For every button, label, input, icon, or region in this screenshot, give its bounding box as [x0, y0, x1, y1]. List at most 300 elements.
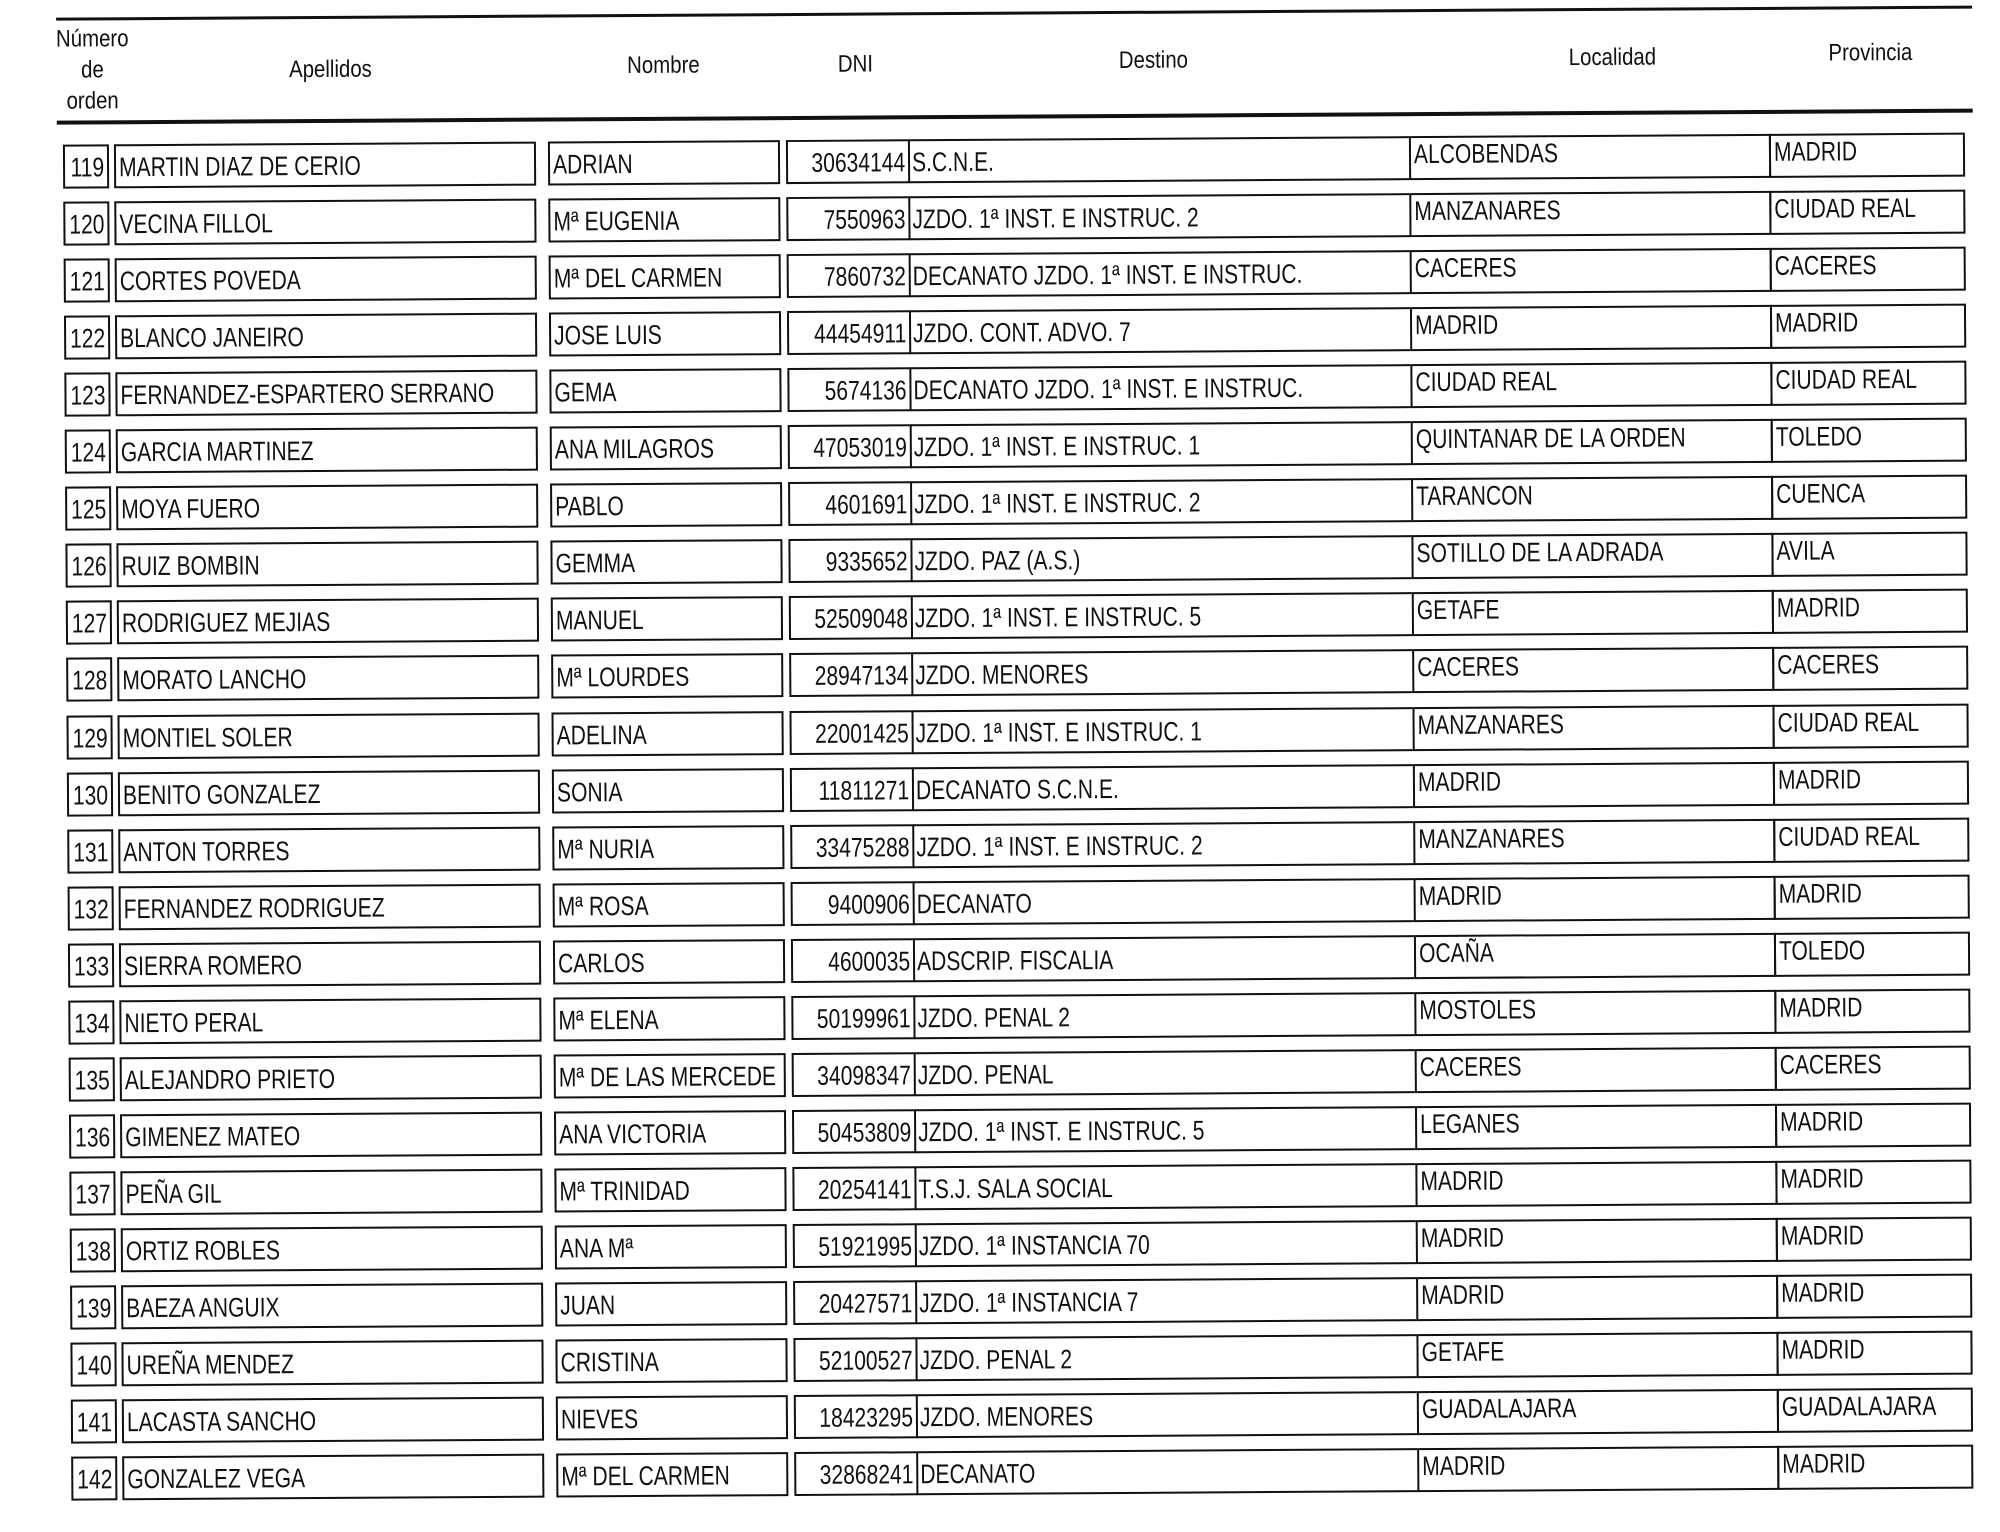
order-number-cell [65, 430, 111, 474]
apellidos-cell [115, 256, 537, 303]
table-row [2, 361, 2000, 418]
num-text: 135 [74, 1065, 110, 1096]
nombre-text: Mª EUGENIA [553, 205, 680, 237]
header-nombre: Nombre [627, 51, 700, 80]
destino-text: ADSCRIP. FISCALIA [916, 944, 1114, 976]
dni-text: 7860732 [823, 261, 906, 292]
dni-text: 4600035 [827, 945, 911, 977]
dni-cell [789, 596, 913, 641]
provincia-cell [1772, 646, 1968, 691]
table-row [7, 1159, 2000, 1216]
localidad-text: MADRID [1414, 309, 1499, 341]
provincia-text: MADRID [1774, 307, 1859, 338]
dni-text: 51921995 [818, 1231, 912, 1262]
localidad-text: MADRID [1422, 1450, 1506, 1482]
destino-text: JZDO. PAZ (A.S.) [914, 545, 1081, 577]
provincia-text: MADRID [1781, 1277, 1865, 1308]
num-text: 122 [69, 323, 106, 354]
localidad-cell [1412, 647, 1774, 693]
table-row [4, 703, 2000, 760]
nombre-text: NIEVES [560, 1404, 639, 1435]
dni-cell [793, 1280, 917, 1325]
apellidos-text: VECINA FILLOL [119, 208, 273, 240]
apellidos-text: PEÑA GIL [125, 1178, 222, 1210]
order-number-cell [68, 1000, 114, 1044]
localidad-text: OCAÑA [1418, 937, 1495, 968]
dni-text: 20427571 [818, 1288, 913, 1319]
destino-cell [912, 650, 1412, 697]
dni-cell [790, 824, 914, 869]
dni-cell [793, 1337, 917, 1382]
provincia-text: MADRID [1773, 136, 1858, 167]
provincia-text: CIUDAD REAL [1775, 364, 1918, 396]
destino-cell [911, 535, 1411, 582]
order-number-cell [69, 1114, 115, 1158]
provincia-text: CIUDAD REAL [1777, 706, 1920, 738]
header-numero-3: orden [66, 87, 119, 115]
destino-text: JZDO. MENORES [915, 659, 1089, 691]
localidad-cell [1410, 305, 1772, 351]
nombre-cell [550, 539, 782, 584]
destino-text: JZDO. PENAL 2 [919, 1344, 1073, 1376]
destino-cell [912, 593, 1412, 640]
table-row [6, 988, 2000, 1045]
provincia-cell [1777, 1445, 1973, 1490]
destino-text: JZDO. 1ª INST. E INSTRUC. 1 [913, 430, 1201, 463]
apellidos-cell [122, 1454, 544, 1501]
order-number-cell [64, 315, 110, 359]
provincia-cell [1773, 817, 1969, 862]
dni-text: 22001425 [814, 717, 909, 749]
destino-text: JZDO. 1ª INSTANCIA 7 [919, 1286, 1139, 1319]
dni-text: 32868241 [819, 1459, 914, 1491]
apellidos-text: ALEJANDRO PRIETO [124, 1063, 336, 1096]
destino-cell [916, 1220, 1416, 1267]
nombre-cell [555, 1224, 787, 1269]
nombre-cell [549, 311, 781, 356]
provincia-cell [1776, 1217, 1972, 1262]
provincia-cell [1775, 1045, 1971, 1090]
apellidos-cell [121, 1340, 543, 1387]
header-bottom-rule [57, 109, 1973, 125]
localidad-cell [1415, 1047, 1777, 1093]
localidad-cell [1416, 1275, 1778, 1321]
apellidos-text: BLANCO JANEIRO [120, 322, 304, 354]
apellidos-cell [120, 1111, 542, 1158]
header-numero-2: de [81, 56, 104, 84]
nombre-cell [556, 1395, 788, 1440]
provincia-text: CACERES [1777, 649, 1880, 681]
table-row [8, 1273, 2000, 1330]
localidad-cell [1413, 761, 1775, 807]
num-text: 138 [75, 1236, 111, 1267]
provincia-cell [1771, 418, 1967, 463]
nombre-text: Mª NURIA [557, 833, 655, 865]
destino-cell [909, 193, 1409, 240]
order-number-cell [64, 258, 110, 302]
nombre-cell [552, 825, 784, 870]
destino-text: JZDO. 1ª INST. E INSTRUC. 2 [914, 487, 1201, 520]
destino-cell [913, 821, 1413, 868]
apellidos-text: RODRIGUEZ MEJIAS [121, 607, 331, 639]
header-numero-1: Número [55, 25, 129, 53]
nombre-text: ANA Mª [559, 1232, 634, 1264]
provincia-text: CIUDAD REAL [1778, 820, 1920, 852]
localidad-cell [1417, 1389, 1779, 1435]
destino-text: JZDO. 1ª INSTANCIA 70 [918, 1229, 1150, 1262]
nombre-text: Mª DEL CARMEN [553, 262, 723, 294]
nombre-text: ANA MILAGROS [554, 433, 715, 465]
apellidos-text: MORATO LANCHO [122, 664, 307, 696]
localidad-cell [1411, 419, 1773, 465]
destino-cell [910, 250, 1410, 297]
localidad-cell [1410, 248, 1772, 294]
table-row [7, 1045, 2000, 1102]
localidad-text: CIUDAD REAL [1415, 366, 1558, 398]
dni-cell [794, 1451, 918, 1496]
dni-cell [792, 1052, 916, 1097]
localidad-cell [1409, 134, 1771, 180]
localidad-text: MADRID [1421, 1279, 1505, 1311]
num-text: 128 [72, 665, 108, 696]
apellidos-cell [120, 1169, 542, 1216]
num-text: 133 [73, 951, 110, 982]
destino-text: DECANATO JZDO. 1ª INST. E INSTRUC. [912, 258, 1303, 292]
dni-cell [789, 710, 913, 755]
nombre-cell [554, 1110, 786, 1155]
destino-text: JZDO. PENAL [917, 1059, 1054, 1091]
num-text: 142 [77, 1464, 113, 1495]
localidad-text: MANZANARES [1414, 195, 1561, 227]
destino-cell [916, 1334, 1416, 1381]
provincia-cell [1777, 1388, 1973, 1433]
order-number-cell [65, 544, 111, 588]
order-number-cell [63, 144, 109, 188]
dni-text: 50199961 [816, 1003, 911, 1034]
table-row [5, 760, 2000, 817]
dni-text: 47053019 [813, 432, 907, 464]
localidad-text: TARANCON [1416, 480, 1533, 512]
order-number-cell [66, 658, 112, 702]
destino-text: JZDO. CONT. ADVO. 7 [913, 317, 1131, 349]
dni-cell [791, 938, 915, 983]
dni-text: 20254141 [817, 1174, 912, 1205]
dni-text: 9400906 [827, 888, 910, 920]
order-number-cell [68, 886, 114, 930]
localidad-cell [1412, 590, 1774, 636]
table-row [8, 1330, 2000, 1387]
table-row [9, 1445, 2000, 1502]
localidad-text: SOTILLO DE LA ADRADA [1416, 536, 1664, 569]
nombre-cell [551, 711, 783, 756]
localidad-cell [1416, 1218, 1778, 1264]
provincia-text: CACERES [1779, 1048, 1882, 1080]
localidad-cell [1410, 362, 1772, 408]
apellidos-cell [117, 712, 539, 759]
apellidos-cell [115, 313, 537, 360]
apellidos-text: GARCIA MARTINEZ [120, 436, 314, 468]
top-rule [56, 6, 1972, 21]
nombre-cell [553, 996, 785, 1041]
localidad-text: MOSTOLES [1419, 994, 1537, 1025]
localidad-text: MADRID [1417, 766, 1502, 797]
num-text: 136 [74, 1122, 111, 1153]
provincia-cell [1776, 1331, 1972, 1376]
localidad-text: GETAFE [1416, 594, 1500, 626]
dni-cell [788, 482, 912, 527]
localidad-text: MADRID [1418, 880, 1502, 911]
apellidos-text: RUIZ BOMBIN [121, 550, 260, 582]
table-row [3, 418, 2000, 475]
localidad-cell [1412, 704, 1774, 750]
num-text: 140 [76, 1350, 112, 1381]
num-text: 139 [75, 1293, 112, 1324]
apellidos-text: FERNANDEZ RODRIGUEZ [123, 892, 385, 924]
nombre-cell [553, 939, 785, 984]
dni-text: 50453809 [817, 1117, 912, 1148]
apellidos-text: NIETO PERAL [124, 1007, 264, 1038]
provincia-text: CACERES [1774, 250, 1877, 281]
provincia-cell [1771, 475, 1967, 520]
dni-text: 9335652 [825, 546, 908, 578]
nombre-text: ANA VICTORIA [559, 1118, 707, 1150]
provincia-cell [1773, 760, 1969, 805]
num-text: 126 [71, 551, 107, 582]
destino-text: JZDO. 1ª INST. E INSTRUC. 1 [915, 715, 1203, 748]
apellidos-cell [122, 1397, 544, 1444]
nombre-cell [554, 1053, 786, 1098]
localidad-text: LEGANES [1419, 1108, 1520, 1139]
provincia-cell [1769, 133, 1965, 178]
nombre-cell [548, 140, 780, 185]
nombre-text: ADRIAN [552, 149, 633, 180]
nombre-text: Mª LOURDES [556, 662, 690, 693]
apellidos-cell [118, 769, 540, 816]
apellidos-cell [116, 484, 538, 531]
localidad-text: MANZANARES [1418, 822, 1565, 854]
order-number-cell [66, 715, 112, 759]
nombre-text: Mª ROSA [557, 890, 649, 922]
destino-cell [909, 136, 1409, 183]
apellidos-cell [119, 940, 541, 987]
nombre-cell [552, 768, 784, 813]
localidad-text: QUINTANAR DE LA ORDEN [1415, 422, 1686, 455]
num-text: 129 [72, 722, 108, 754]
dni-cell [786, 196, 910, 241]
provincia-text: MADRID [1776, 592, 1861, 624]
dni-cell [792, 1166, 916, 1211]
apellidos-text: UREÑA MENDEZ [126, 1349, 295, 1381]
dni-cell [791, 995, 915, 1040]
table-row [9, 1387, 2000, 1444]
nombre-text: JOSE LUIS [554, 319, 662, 351]
nombre-text: PABLO [555, 491, 624, 522]
table-row [4, 589, 2000, 646]
localidad-cell [1413, 818, 1775, 864]
order-number-cell [71, 1399, 117, 1443]
nombre-text: Mª DEL CARMEN [561, 1460, 730, 1492]
destino-cell [910, 307, 1410, 354]
provincia-cell [1775, 1102, 1971, 1147]
provincia-cell [1775, 1160, 1971, 1205]
dni-cell [788, 425, 912, 470]
header-destino: Destino [1118, 46, 1189, 74]
num-text: 132 [73, 893, 109, 925]
localidad-cell [1416, 1332, 1778, 1378]
localidad-text: MADRID [1420, 1165, 1504, 1196]
provincia-text: CUENCA [1776, 478, 1866, 510]
destino-cell [912, 707, 1412, 754]
nombre-text: JUAN [560, 1290, 616, 1321]
nombre-text: CARLOS [557, 947, 645, 979]
apellidos-text: MARTIN DIAZ DE CERIO [118, 150, 361, 183]
destino-text: JZDO. 1ª INST. E INSTRUC. 5 [918, 1115, 1205, 1148]
table-row [4, 646, 2000, 703]
nombre-cell [556, 1452, 788, 1497]
provincia-cell [1774, 988, 1970, 1033]
provincia-text: MADRID [1780, 1163, 1864, 1194]
destino-text: DECANATO [916, 888, 1032, 919]
localidad-cell [1414, 876, 1776, 922]
localidad-cell [1414, 990, 1776, 1036]
table-row [2, 304, 2000, 361]
table-row [1, 132, 2000, 189]
nombre-cell [550, 482, 782, 527]
order-number-cell [65, 487, 111, 531]
localidad-cell [1415, 1161, 1777, 1207]
localidad-text: GETAFE [1421, 1336, 1505, 1368]
provincia-cell [1772, 589, 1968, 634]
apellidos-cell [121, 1226, 543, 1273]
table-row [7, 1102, 2000, 1159]
table-row [3, 475, 2000, 532]
nombre-cell [551, 596, 783, 641]
order-number-cell [71, 1456, 117, 1500]
header-apellidos: Apellidos [288, 55, 372, 84]
num-text: 125 [70, 494, 107, 525]
destino-cell [915, 1163, 1415, 1210]
destino-text: JZDO. 1ª INST. E INSTRUC. 5 [914, 601, 1202, 634]
nombre-cell [553, 882, 785, 927]
order-number-cell [68, 943, 114, 987]
localidad-text: MANZANARES [1417, 708, 1564, 740]
nombre-cell [550, 425, 782, 470]
localidad-text: CACERES [1417, 651, 1520, 683]
destino-cell [913, 764, 1413, 811]
header-provincia: Provincia [1828, 38, 1913, 67]
nombre-text: SONIA [556, 776, 623, 808]
apellidos-text: MONTIEL SOLER [122, 721, 293, 753]
localidad-cell [1415, 1104, 1777, 1150]
dni-cell [791, 881, 915, 926]
localidad-cell [1409, 191, 1771, 237]
dni-cell [786, 139, 910, 184]
table-row [6, 931, 2000, 988]
apellidos-text: CORTES POVEDA [119, 265, 301, 297]
provincia-text: MADRID [1779, 992, 1863, 1023]
dni-cell [788, 539, 912, 584]
num-text: 123 [70, 380, 106, 411]
destino-cell [915, 1049, 1415, 1096]
apellidos-cell [119, 997, 541, 1044]
provincia-cell [1769, 190, 1965, 235]
apellidos-text: GIMENEZ MATEO [125, 1120, 301, 1153]
destino-text: DECANATO S.C.N.E. [915, 773, 1119, 805]
apellidos-cell [116, 427, 538, 474]
order-number-cell [63, 201, 109, 245]
num-text: 130 [72, 779, 109, 811]
apellidos-cell [119, 883, 541, 930]
table-row [1, 189, 2000, 246]
num-text: 119 [70, 152, 105, 183]
provincia-text: MADRID [1782, 1448, 1866, 1479]
provincia-cell [1774, 931, 1970, 976]
provincia-text: CIUDAD REAL [1774, 193, 1917, 224]
localidad-cell [1411, 533, 1773, 579]
num-text: 137 [75, 1179, 111, 1210]
nombre-text: GEMA [554, 377, 617, 408]
provincia-cell [1772, 703, 1968, 748]
table-row [5, 817, 2000, 874]
destino-cell [914, 992, 1414, 1039]
localidad-text: CACERES [1414, 252, 1517, 284]
provincia-text: MADRID [1779, 1106, 1864, 1137]
dni-cell [789, 653, 913, 698]
order-number-cell [66, 601, 112, 645]
nombre-cell [549, 368, 781, 413]
apellidos-text: SIERRA ROMERO [123, 949, 303, 981]
dni-cell [787, 367, 911, 412]
dni-text: 44454911 [813, 318, 907, 350]
header-dni: DNI [837, 50, 874, 78]
order-number-cell [64, 373, 110, 417]
provincia-text: TOLEDO [1775, 421, 1863, 453]
destino-text: DECANATO [920, 1458, 1036, 1490]
table-row [6, 874, 2000, 931]
apellidos-cell [117, 655, 539, 702]
num-text: 131 [73, 836, 109, 868]
provincia-text: MADRID [1777, 763, 1862, 795]
provincia-cell [1770, 247, 1966, 292]
localidad-cell [1411, 476, 1773, 522]
dni-text: 18423295 [819, 1402, 914, 1433]
dni-text: 28947134 [814, 660, 909, 692]
provincia-cell [1770, 304, 1966, 349]
order-number-cell [70, 1228, 116, 1272]
nombre-cell [549, 254, 781, 299]
destino-text: S.C.N.E. [911, 146, 995, 178]
apellidos-text: BENITO GONZALEZ [122, 778, 321, 810]
dni-cell [793, 1223, 917, 1268]
nombre-cell [554, 1167, 786, 1212]
apellidos-cell [115, 370, 537, 417]
localidad-text: CACERES [1419, 1051, 1522, 1082]
nombre-text: Mª DE LAS MERCEDE [558, 1060, 777, 1093]
apellidos-cell [114, 142, 536, 189]
dni-text: 52509048 [814, 603, 908, 635]
provincia-text: MADRID [1778, 877, 1862, 909]
apellidos-cell [117, 598, 539, 645]
nombre-cell [555, 1338, 787, 1383]
destino-cell [914, 878, 1414, 925]
destino-text: DECANATO JZDO. 1ª INST. E INSTRUC. [913, 373, 1304, 406]
localidad-text: GUADALAJARA [1421, 1393, 1577, 1425]
order-number-cell [67, 829, 113, 873]
apellidos-text: ANTON TORRES [123, 835, 290, 867]
nombre-cell [548, 197, 780, 242]
dni-cell [787, 253, 911, 298]
provincia-text: AVILA [1776, 535, 1835, 567]
